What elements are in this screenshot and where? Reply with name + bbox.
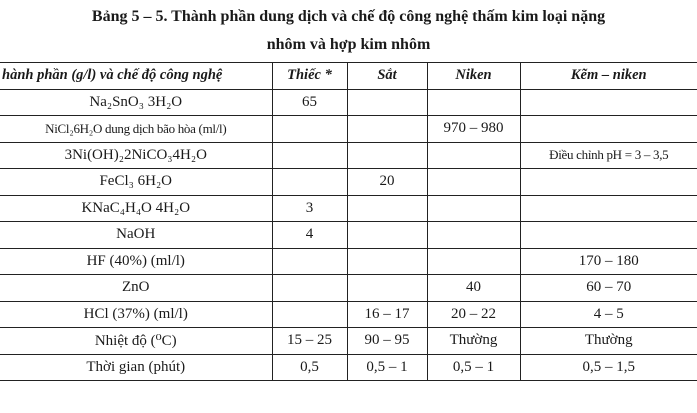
- cell-zinc-nickel: [520, 195, 697, 222]
- row-label: KNaC₄H₄O 4H₂O: [0, 195, 272, 222]
- cell-zinc-nickel: [520, 222, 697, 249]
- cell-nickel: Thường: [427, 328, 520, 355]
- cell-zinc-nickel: Thường: [520, 328, 697, 355]
- cell-nickel: [427, 195, 520, 222]
- table-row: [0, 116, 697, 143]
- cell-nickel: 970 – 980: [427, 116, 520, 143]
- cell-iron: 90 – 95: [347, 328, 427, 355]
- cell-zinc-nickel: [520, 169, 697, 196]
- cell-tin: [272, 142, 347, 169]
- row-label: NaOH: [0, 222, 272, 249]
- cell-tin: 65: [272, 89, 347, 116]
- cell-nickel: 20 – 22: [427, 301, 520, 328]
- table-row: [0, 222, 697, 249]
- cell-iron: [347, 89, 427, 116]
- table-row: [0, 354, 697, 381]
- column-header-nickel: Niken: [427, 63, 520, 90]
- table-row: [0, 301, 697, 328]
- cell-zinc-nickel: 0,5 – 1,5: [520, 354, 697, 381]
- cell-zinc-nickel: [520, 89, 697, 116]
- cell-tin: 0,5: [272, 354, 347, 381]
- cell-zinc-nickel: 4 – 5: [520, 301, 697, 328]
- row-label: HCl (37%) (ml/l): [0, 301, 272, 328]
- table-row: [0, 195, 697, 222]
- row-label: Thời gian (phút): [0, 354, 272, 381]
- cell-iron: [347, 222, 427, 249]
- header-row: [0, 63, 697, 90]
- column-header-iron: Sắt: [347, 63, 427, 90]
- cell-nickel: 0,5 – 1: [427, 354, 520, 381]
- cell-tin: [272, 301, 347, 328]
- row-label: Nhiệt độ (⁰C): [0, 328, 272, 355]
- cell-tin: [272, 275, 347, 302]
- cell-zinc-nickel: Điều chỉnh pH = 3 – 3,5: [520, 142, 697, 169]
- row-label: Na₂SnO₃ 3H₂O: [0, 89, 272, 116]
- cell-iron: [347, 142, 427, 169]
- cell-nickel: 40: [427, 275, 520, 302]
- column-header-zinc-nickel: Kẽm – niken: [520, 63, 697, 90]
- table-row: [0, 142, 697, 169]
- cell-nickel: [427, 248, 520, 275]
- table-row: [0, 169, 697, 196]
- cell-iron: 20: [347, 169, 427, 196]
- cell-iron: [347, 116, 427, 143]
- cell-nickel: [427, 169, 520, 196]
- cell-tin: [272, 116, 347, 143]
- composition-table: [0, 62, 697, 381]
- cell-tin: [272, 248, 347, 275]
- row-label: 3Ni(OH)₂2NiCO₃4H₂O: [0, 142, 272, 169]
- cell-tin: [272, 169, 347, 196]
- cell-nickel: [427, 89, 520, 116]
- cell-iron: 0,5 – 1: [347, 354, 427, 381]
- table-row: [0, 328, 697, 355]
- cell-zinc-nickel: [520, 116, 697, 143]
- row-label: FeCl₃ 6H₂O: [0, 169, 272, 196]
- column-header-tin: Thiếc *: [272, 63, 347, 90]
- cell-tin: 15 – 25: [272, 328, 347, 355]
- table-row: [0, 275, 697, 302]
- table-caption: Bảng 5 – 5. Thành phần dung dịch và chế độ công nghệ thấm kim loại nặng: [91, 8, 606, 25]
- row-label: NiCl₂6H₂O dung dịch bão hòa (ml/l): [0, 116, 272, 143]
- cell-zinc-nickel: 60 – 70: [520, 275, 697, 302]
- cell-iron: [347, 248, 427, 275]
- cell-nickel: [427, 222, 520, 249]
- row-label: HF (40%) (ml/l): [0, 248, 272, 275]
- cell-tin: 3: [272, 195, 347, 222]
- cell-iron: [347, 275, 427, 302]
- table-row: [0, 248, 697, 275]
- cell-zinc-nickel: 170 – 180: [520, 248, 697, 275]
- cell-iron: 16 – 17: [347, 301, 427, 328]
- table-caption-line2: nhôm và hợp kim nhôm: [266, 36, 431, 53]
- cell-iron: [347, 195, 427, 222]
- column-header-composition: hành phần (g/l) và chế độ công nghệ: [0, 63, 272, 90]
- cell-tin: 4: [272, 222, 347, 249]
- row-label: ZnO: [0, 275, 272, 302]
- table-row: [0, 89, 697, 116]
- cell-nickel: [427, 142, 520, 169]
